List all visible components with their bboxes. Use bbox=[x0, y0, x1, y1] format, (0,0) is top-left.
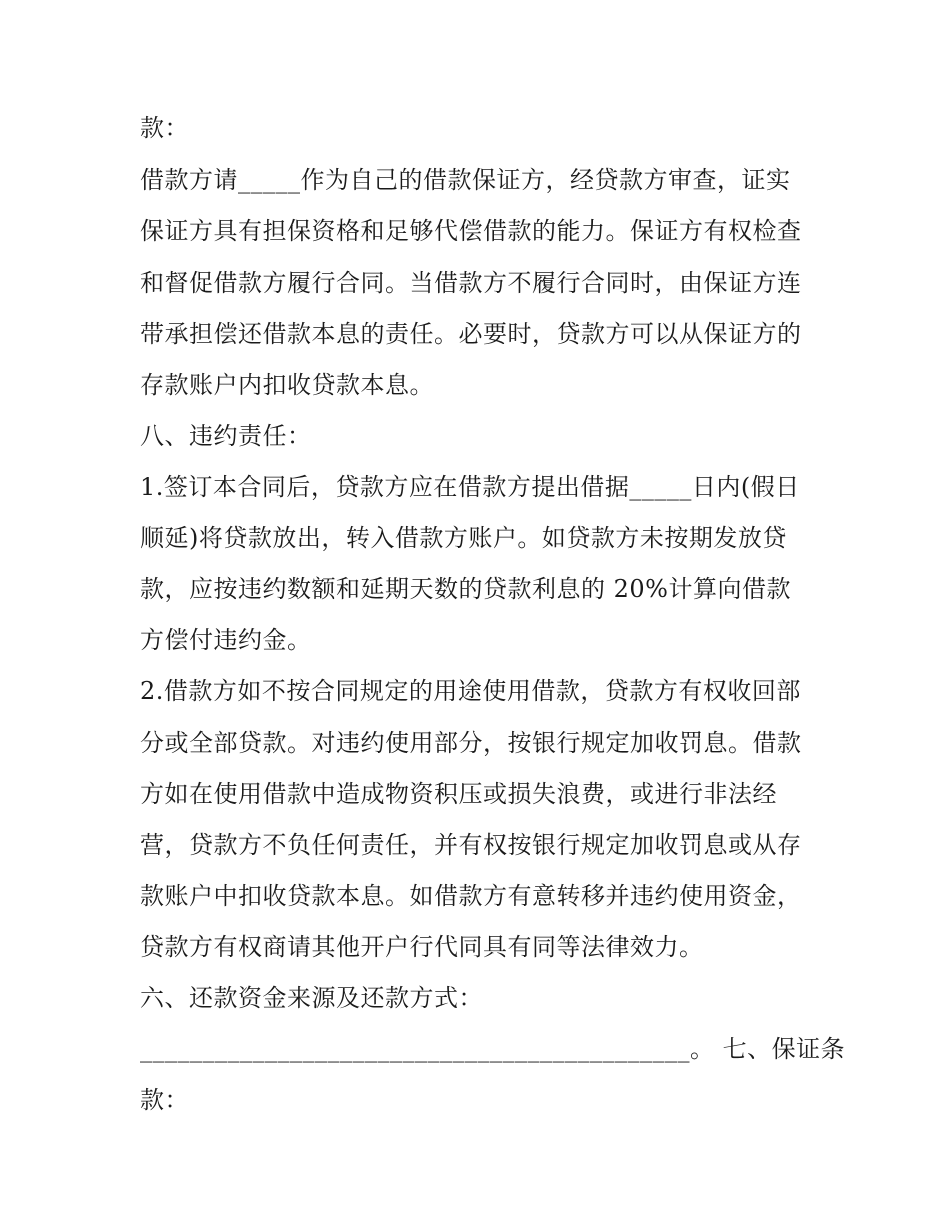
text-line: ____________________________________________。 七、保证条 bbox=[140, 1035, 846, 1063]
text-line: 借款方请_____作为自己的借款保证方，经贷款方审查，证实 bbox=[140, 166, 791, 194]
text-line: 1.签订本合同后，贷款方应在借款方提出借据_____日内(假日 bbox=[140, 473, 800, 501]
section-heading-breach: 八、违约责任： bbox=[140, 422, 312, 450]
text-line: 和督促借款方履行合同。当借款方不履行合同时，由保证方连 bbox=[140, 269, 802, 297]
text-line: 顺延)将贷款放出，转入借款方账户。如贷款方未按期发放贷 bbox=[140, 524, 787, 552]
text-line: 贷款方有权商请其他开户行代同具有同等法律效力。 bbox=[140, 933, 704, 961]
text-line: 款： bbox=[140, 1086, 189, 1114]
text-line: 带承担偿还借款本息的责任。必要时，贷款方可以从保证方的 bbox=[140, 320, 802, 348]
text-line: 2.借款方如不按合同规定的用途使用借款，贷款方有权收回部 bbox=[140, 677, 801, 705]
text-line: 分或全部贷款。对违约使用部分，按银行规定加收罚息。借款 bbox=[140, 729, 802, 757]
text-line: 款： bbox=[140, 114, 189, 142]
text-line: 存款账户内扣收贷款本息。 bbox=[140, 371, 434, 399]
text-line: 营，贷款方不负任何责任，并有权按银行规定加收罚息或从存 bbox=[140, 831, 802, 859]
text-line: 方偿付违约金。 bbox=[140, 626, 312, 654]
text-line: 保证方具有担保资格和足够代偿借款的能力。保证方有权检查 bbox=[140, 217, 802, 245]
text-line: 方如在使用借款中造成物资积压或损失浪费，或进行非法经 bbox=[140, 780, 777, 808]
section-heading-repayment: 六、还款资金来源及还款方式： bbox=[140, 984, 483, 1012]
text-line: 款账户中扣收贷款本息。如借款方有意转移并违约使用资金， bbox=[140, 882, 802, 910]
text-line: 款，应按违约数额和延期天数的贷款利息的 20%计算向借款 bbox=[140, 575, 791, 603]
